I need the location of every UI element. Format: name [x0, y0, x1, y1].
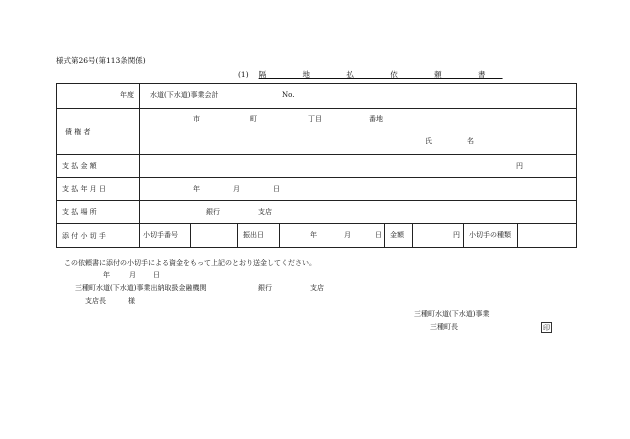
creditor-row: [57, 108, 576, 154]
payment-place-label: 支 払 場 所: [62, 208, 97, 216]
fiscal-year-row: [57, 84, 576, 108]
mayor-title: 三種町長: [430, 323, 458, 331]
issuer-name: 三種町水道(下水道)事業: [414, 310, 490, 318]
document-title: [238, 71, 503, 79]
fiscal-year-label: 年度: [120, 91, 134, 99]
attached-check-label: 添 付 小 切 手: [62, 231, 106, 240]
request-date-day: 日: [153, 271, 160, 279]
request-text: この依頼書に添付の小切手による資金をもって上記のとおり送金してください。: [64, 259, 316, 267]
seal-box: 印: [543, 324, 550, 332]
title-number: (1): [238, 70, 249, 79]
institution-branch: 支店: [310, 284, 324, 292]
institution-bank: 銀行: [258, 284, 272, 292]
date-year: 年: [193, 185, 200, 193]
amount-label: 支 払 金 額: [62, 162, 97, 170]
request-table: [56, 83, 577, 248]
city-label: 市: [193, 115, 200, 123]
check-day: 日: [375, 231, 382, 239]
date-day: 日: [273, 185, 280, 193]
check-amount-label: 金額: [390, 231, 404, 239]
payment-date-row: [57, 177, 576, 200]
check-year: 年: [310, 231, 317, 239]
check-number-label: 小切手番号: [143, 231, 178, 239]
payment-place-row: [57, 200, 576, 223]
branch-label: 支店: [258, 208, 272, 216]
amount-unit: 円: [516, 162, 523, 170]
check-month: 月: [344, 231, 351, 239]
bank-label: 銀行: [206, 208, 220, 216]
town-label: 町: [250, 115, 257, 123]
name-label-1: 氏: [425, 137, 432, 145]
title-text: 隔 地 払 依 頼 書: [258, 70, 503, 79]
creditor-label: 債 権 者: [65, 127, 91, 136]
request-date-month: 月: [129, 271, 136, 279]
form-number: 様式第26号(第113条関係): [56, 56, 146, 65]
issue-date-label: 振出日: [243, 231, 264, 239]
branch-manager: 支店長: [85, 297, 106, 305]
check-kind-label: 小切手の種類: [469, 231, 511, 239]
check-yen: 円: [453, 231, 460, 239]
amount-row: [57, 154, 576, 177]
banchi-label: 番地: [369, 115, 383, 123]
chome-label: 丁目: [308, 115, 322, 123]
date-month: 月: [233, 185, 240, 193]
no-label: No.: [282, 91, 295, 99]
attached-check-row: [57, 223, 576, 247]
name-label-2: 名: [467, 137, 474, 145]
honorific: 様: [128, 297, 135, 305]
payment-date-label: 支 払 年 月 日: [62, 185, 106, 193]
request-date-year: 年: [103, 271, 110, 279]
financial-institution: 三種町水道(下水道)事業出納取扱金融機関: [75, 284, 207, 292]
account-name: 水道(下水道)事業会計: [150, 91, 219, 99]
